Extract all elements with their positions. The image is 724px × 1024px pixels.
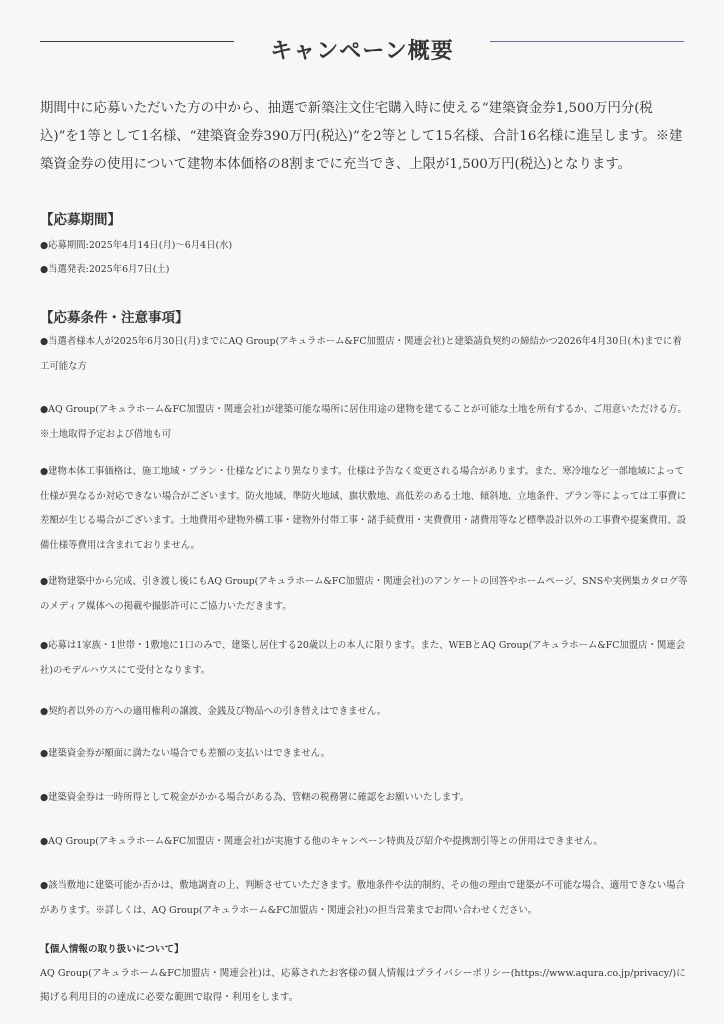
condition-item: ●建物建築中から完成、引き渡し後にもAQ Group(アキュラホーム&FC加盟店・関連会社)のアンケートの回答やホームページ、SNSや実例集カタログ等のメディア媒体への掲載や撮影許可にご協力いただきます。	[40, 576, 688, 612]
condition-item: ●当選者様本人が2025年6月30日(月)までにAQ Group(アキュラホーム&FC加盟店・関連会社)と建築請負契約の締結かつ2026年4月30日(木)までに着工可能な方	[40, 336, 682, 372]
title-rule-right	[490, 41, 684, 42]
title-row	[40, 22, 684, 64]
condition-item: ●応募は1家族・1世帯・1敷地に1口のみで、建築し居住する20歳以上の本人に限ります。また、WEBとAQ Group(アキュラホーム&FC加盟店・関連会社)のモデルハウスにて受付となります。	[40, 640, 686, 676]
condition-item: ●建築資金券は一時所得として税金がかかる場合がある為、管轄の税務署に確認をお願いいたします。	[40, 792, 470, 803]
condition-item: ●該当敷地に建築可能か否かは、敷地調査の上、判断させていただきます。敷地条件や法的制約、その他の理由で建築が不可能な場合、適用できない場合があります。※詳しくは、AQ Group(アキュラホーム&FC加盟店・関連会社)の担当営業までお問い合わせください。	[40, 880, 685, 916]
privacy-heading: 【個人情報の取り扱いについて】	[40, 944, 184, 955]
condition-item: ●AQ Group(アキュラホーム&FC加盟店・関連会社)が実施する他のキャンペーン特典及び紹介や提携割引等との併用はできません。	[40, 836, 603, 847]
page-title: キャンペーン概要	[270, 37, 454, 64]
condition-item: ●建築資金券が額面に満たない場合でも差額の支払いはできません。	[40, 748, 330, 759]
period-heading: 【応募期間】	[40, 212, 121, 228]
condition-item: ●AQ Group(アキュラホーム&FC加盟店・関連会社)が建築可能な場所に居住用途の建物を建てることが可能な土地を所有するか、ご用意いただける方。※土地取得予定および借地も可	[40, 404, 687, 440]
condition-item: ●建物本体工事価格は、施工地域・プラン・仕様などにより異なります。仕様は予告なく変更される場合があります。また、寒冷地など一部地域によって仕様が異なるか対応できない場合がございます。防火地域、準防火地域、旗状敷地、高低差のある土地、傾斜地、立地条件、プラン等によっては工事費に差額が生じる場合がございます。土地費用や建物外構工事・建物外付帯工事・諸手続費用・実費費用・諸費用等など標準設計以外の工事費や提案費用、設備仕様等費用は含まれておりません。	[40, 466, 687, 551]
privacy-text: AQ Group(アキュラホーム&FC加盟店・関連会社)は、応募されたお客様の個人情報はプライバシーポリシー(https://www.aqura.co.jp/privacy/)に掲げる利用目的の達成に必要な範囲で取得・利用をします。	[40, 968, 686, 1003]
campaign-intro: 期間中に応募いただいた方の中から、抽選で新築注文住宅購入時に使える“建築資金券1,500万円分(税込)”を1等として1名様、“建築資金券390万円(税込)”を2等として15名様、合計16名様に進呈します。※建築資金券の使用について建物本体価格の8割までに充当でき、上限が1,500万円(税込)となります。	[40, 101, 683, 172]
period-item-application: ●応募期間:2025年4月14日(月)〜6月4日(水)	[40, 240, 233, 251]
condition-item: ●契約者以外の方への適用権利の譲渡、金銭及び物品への引き替えはできません。	[40, 706, 387, 717]
period-item-announcement: ●当選発表:2025年6月7日(土)	[40, 264, 170, 275]
conditions-heading: 【応募条件・注意事項】	[40, 310, 189, 326]
